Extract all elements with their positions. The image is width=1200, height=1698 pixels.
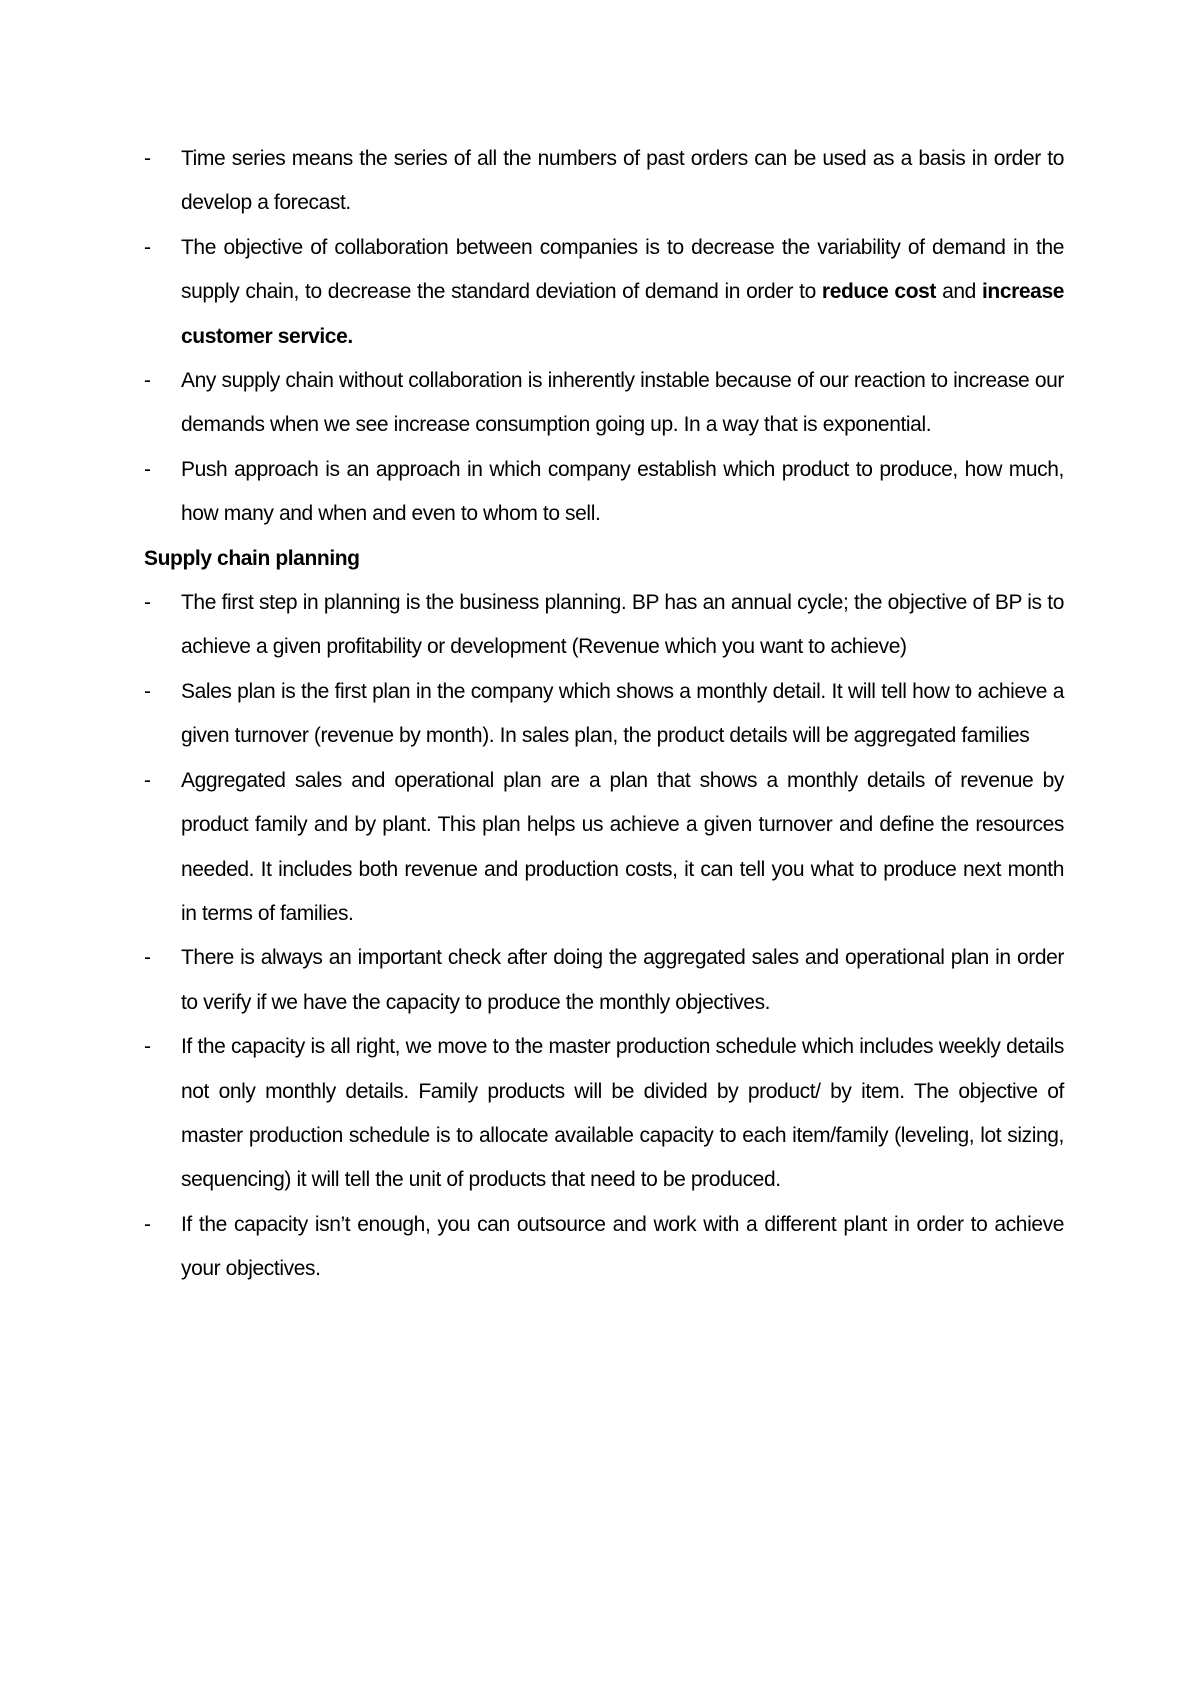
bullet-dash: - bbox=[144, 235, 151, 259]
list-item-text: The objective of collaboration between companies is to decrease the variability of demand in the supply chain, to decrease the standard deviation of demand in order to bbox=[181, 235, 1064, 304]
bullet-dash: - bbox=[144, 946, 151, 970]
list-item-text: If the capacity isn’t enough, you can outsource and work with a different plant in order to achieve your objectives. bbox=[181, 1212, 1064, 1281]
list-item bbox=[144, 359, 1064, 448]
list-item-text: The first step in planning is the business planning. BP has an annual cycle; the objective of BP is to achieve a given profitability or development (Revenue which you want to achieve) bbox=[181, 591, 1064, 659]
bold-phrase-customer-service: increase customer service. bbox=[181, 280, 1065, 348]
list-item bbox=[144, 137, 1064, 226]
list-item-text: Any supply chain without collaboration is inherently instable because of our reaction to increase our demands when we see increase consumption going up. In a way that is exponential. bbox=[181, 369, 1064, 437]
list-item bbox=[144, 1025, 1064, 1203]
bullet-dash: - bbox=[144, 369, 151, 393]
section-heading: Supply chain planning bbox=[144, 546, 360, 570]
list-item-text: There is always an important check after doing the aggregated sales and operational plan in order to verify if we have the capacity to produce the monthly objectives. bbox=[181, 946, 1064, 1014]
list-item-text: If the capacity is all right, we move to the master production schedule which includes weekly details not only monthly details. Family products will be divided by product/ by item. The objective of master production schedule is to allocate available capacity to each item/family (leveling, lot sizing, sequencing) it will tell the unit of products that need to be produced. bbox=[181, 1035, 1064, 1192]
list-item-text: Sales plan is the first plan in the company which shows a monthly detail. It will tell how to achieve a given turnover (revenue by month). In sales plan, the product details will be aggregated families bbox=[181, 679, 1064, 748]
list-item-text: Aggregated sales and operational plan are a plan that shows a monthly details of revenue by product family and by plant. This plan helps us achieve a given turnover and define the resources needed. It includes both revenue and production costs, it can tell you what to produce next month in terms of families. bbox=[181, 768, 1064, 925]
list-item bbox=[144, 759, 1064, 937]
bullet-dash: - bbox=[144, 1212, 151, 1236]
list-item bbox=[144, 226, 1064, 359]
bullet-list-intro bbox=[144, 137, 1064, 537]
bullet-list-planning bbox=[144, 581, 1064, 1292]
list-item bbox=[144, 581, 1064, 670]
list-item-text-connector: and bbox=[936, 280, 982, 304]
list-item-text: Time series means the series of all the numbers of past orders can be used as a basis in order to develop a forecast. bbox=[181, 147, 1064, 215]
list-item bbox=[144, 448, 1064, 537]
bullet-dash: - bbox=[144, 768, 151, 792]
document-body bbox=[144, 137, 1064, 1292]
list-item bbox=[144, 1203, 1064, 1292]
bullet-dash: - bbox=[144, 591, 151, 615]
list-item-text: Push approach is an approach in which company establish which product to produce, how much, how many and when and even to whom to sell. bbox=[181, 457, 1064, 526]
bullet-dash: - bbox=[144, 457, 151, 481]
list-item bbox=[144, 670, 1064, 759]
bold-phrase-reduce-cost: reduce cost bbox=[821, 280, 937, 304]
bullet-dash: - bbox=[144, 1035, 151, 1059]
list-item bbox=[144, 936, 1064, 1025]
bullet-dash: - bbox=[144, 147, 151, 170]
bullet-dash: - bbox=[144, 679, 151, 703]
